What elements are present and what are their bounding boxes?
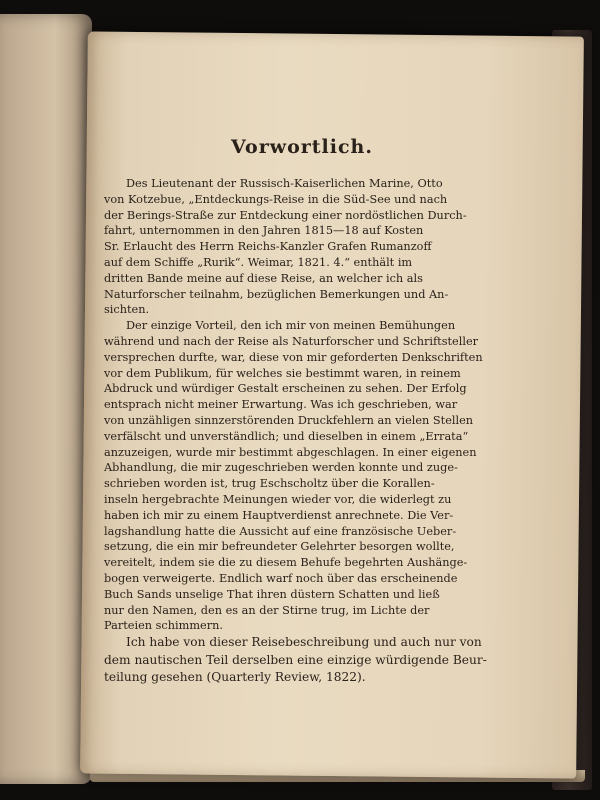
text-line: sichten. [104,303,150,317]
text-line: der Berings-Straße zur Entdeckung einer nordöstlichen Durch- [104,208,467,222]
text-line: verfälscht und unverständlich; und dieselben in einem „Errata“ [104,429,469,443]
page-title: Vorwortlich. [231,136,373,158]
text-line: vor dem Publikum, für welches sie bestimmt waren, in reinem [104,366,461,380]
paragraph-1 [104,176,500,318]
text-line: inseln hergebrachte Meinungen wieder vor, die widerlegt zu [104,492,452,506]
text-line: nur den Namen, den es an der Stirne trug, im Lichte der [104,603,430,617]
text-line: haben ich mir zu einem Hauptverdienst anrechnete. Die Ver- [104,508,454,522]
text-line: setzung, die ein mir befreundeter Gelehrter besorgen wollte, [104,540,455,554]
text-line: dritten Bande meine auf diese Reise, an welcher ich als [104,271,423,285]
text-line: schrieben worden ist, trug Eschscholtz über die Korallen- [104,477,435,491]
text-line: dem nautischen Teil derselben eine einzige würdigende Beur- [104,652,487,667]
text-line: während und nach der Reise als Naturforscher und Schriftsteller [104,334,479,348]
text-line: Ich habe von dieser Reisebeschreibung und auch nur von [126,635,482,650]
text-line: Parteien schimmern. [104,619,224,633]
text-line: Des Lieutenant der Russisch-Kaiserlichen Marine, Otto [126,177,443,190]
text-line: von Kotzebue, „Entdeckungs-Reise in die Süd-See und nach [104,192,448,206]
text-line: Sr. Erlaucht des Herrn Reichs-Kanzler Grafen Rumanzoff [104,240,432,254]
text-line: bogen verweigerte. Endlich warf noch über das erscheinende [104,571,458,585]
text-line: auf dem Schiffe „Rurik“. Weimar, 1821. 4.“ enthält im [104,255,413,269]
text-line: Abhandlung, die mir zugeschrieben werden konnte und zuge- [104,461,458,475]
paragraph-3 [104,634,500,687]
page-text-block [104,136,500,687]
text-line: fahrt, unternommen in den Jahren 1815—18 auf Kosten [104,224,424,238]
text-line: Naturforscher teilnahm, bezüglichen Bemerkungen und An- [104,287,449,301]
text-line: teilung gesehen (Quarterly Review, 1822). [104,670,366,685]
paragraph-2 [104,318,500,634]
text-line: Buch Sands unselige That ihren düstern Schatten und ließ [104,587,440,601]
text-line: vereitelt, indem sie die zu diesem Behufe begehrten Aushänge- [104,556,468,570]
text-line: von unzähligen sinnzerstörenden Druckfehlern an vielen Stellen [104,413,474,427]
left-page-edge [0,14,92,784]
text-line: Abdruck und würdiger Gestalt erscheinen zu sehen. Der Erfolg [104,382,467,396]
text-line: versprechen durfte, war, diese von mir geforderten Denkschriften [104,350,483,364]
text-line: anzuzeigen, wurde mir bestimmt abgeschlagen. In einer eigenen [104,445,477,459]
text-line: entsprach nicht meiner Erwartung. Was ich geschrieben, war [104,398,458,412]
text-line: lagshandlung hatte die Aussicht auf eine französische Ueber- [104,524,457,538]
text-line: Der einzige Vorteil, den ich mir von meinen Bemühungen [126,319,456,333]
